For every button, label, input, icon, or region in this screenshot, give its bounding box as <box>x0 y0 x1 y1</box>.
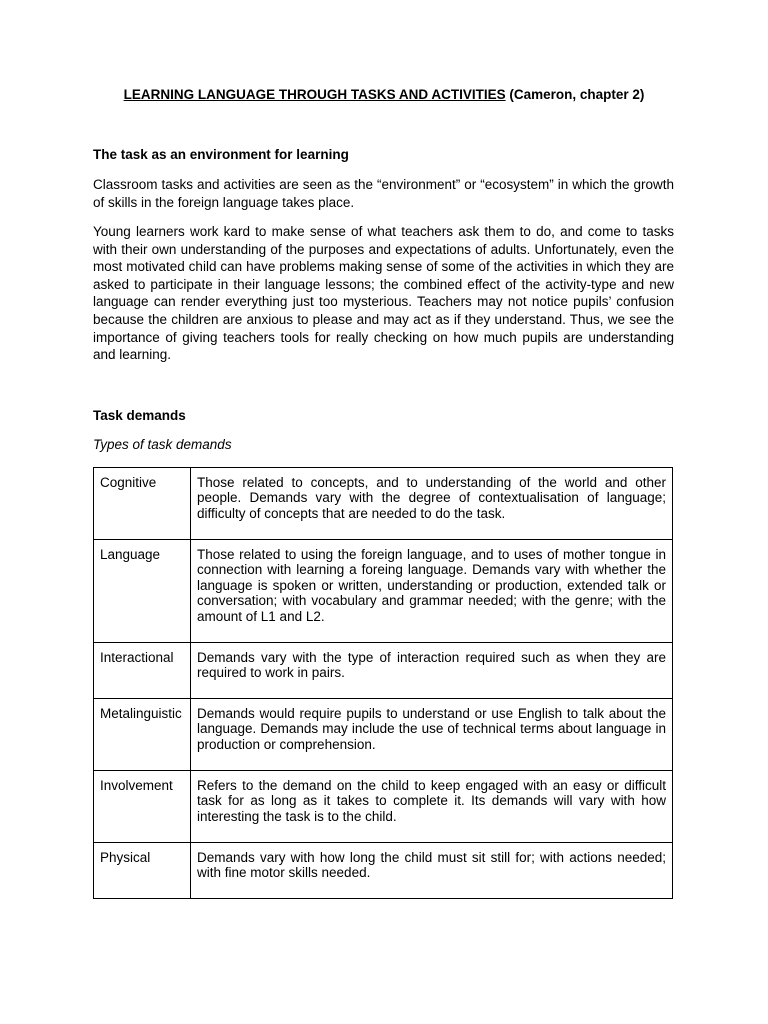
table-cell-description: Demands would require pupils to understand or use English to talk about the language. Demands may include the use of technical terms about language in production or comprehension. <box>191 699 673 771</box>
task-demands-table <box>93 467 673 899</box>
table-row <box>94 643 673 699</box>
table-row <box>94 771 673 843</box>
document-title-source: (Cameron, chapter 2) <box>509 87 645 102</box>
table-cell-term: Language <box>94 540 191 643</box>
table-cell-term: Interactional <box>94 643 191 699</box>
table-cell-description: Demands vary with the type of interaction required such as when they are required to work in pairs. <box>191 643 673 699</box>
table-caption: Types of task demands <box>93 437 232 452</box>
table-cell-term: Physical <box>94 843 191 899</box>
table-row <box>94 699 673 771</box>
table-cell-description: Refers to the demand on the child to keep engaged with an easy or difficult task for as long as it takes to complete it. Its demands will vary with how interesting the task is to the child. <box>191 771 673 843</box>
document-title-main: LEARNING LANGUAGE THROUGH TASKS AND ACTIVITIES <box>123 87 506 102</box>
paragraph-young-learners: Young learners work kard to make sense of what teachers ask them to do, and come to tasks with their own understanding of the purposes and expectations of adults. Unfortunately, even the most motivated child can have problems making sense of some of the activities in which they are asked to participate in their language lessons; the combined effect of the activity-type and new language can render everything just too mysterious. Teachers may not notice pupils’ confusion because the children are anxious to please and may act as if they understand. Thus, we see the importance of giving teachers tools for really checking on how much pupils are understanding and learning. <box>93 224 674 363</box>
table-row <box>94 468 673 540</box>
table-cell-term: Cognitive <box>94 468 191 540</box>
table-cell-description: Those related to concepts, and to understanding of the world and other people. Demands vary with the degree of contextualisation of language; difficulty of concepts that are needed to do the task. <box>191 468 673 540</box>
section-heading-task-environment: The task as an environment for learning <box>93 147 349 162</box>
table-cell-description: Those related to using the foreign language, and to uses of mother tongue in connection with learning a foreing language. Demands vary with whether the language is spoken or written, understanding or production, extended talk or conversation; with vocabulary and grammar needed; with the genre; with the amount of L1 and L2. <box>191 540 673 643</box>
table-cell-term: Metalinguistic <box>94 699 191 771</box>
table-row <box>94 843 673 899</box>
table-cell-term: Involvement <box>94 771 191 843</box>
section-heading-task-demands: Task demands <box>93 408 186 423</box>
table-cell-description: Demands vary with how long the child must sit still for; with actions needed; with fine motor skills needed. <box>191 843 673 899</box>
paragraph-environment: Classroom tasks and activities are seen as the “environment” or “ecosystem” in which the growth of skills in the foreign language takes place. <box>93 177 674 210</box>
table-row <box>94 540 673 643</box>
document-title <box>0 87 768 102</box>
